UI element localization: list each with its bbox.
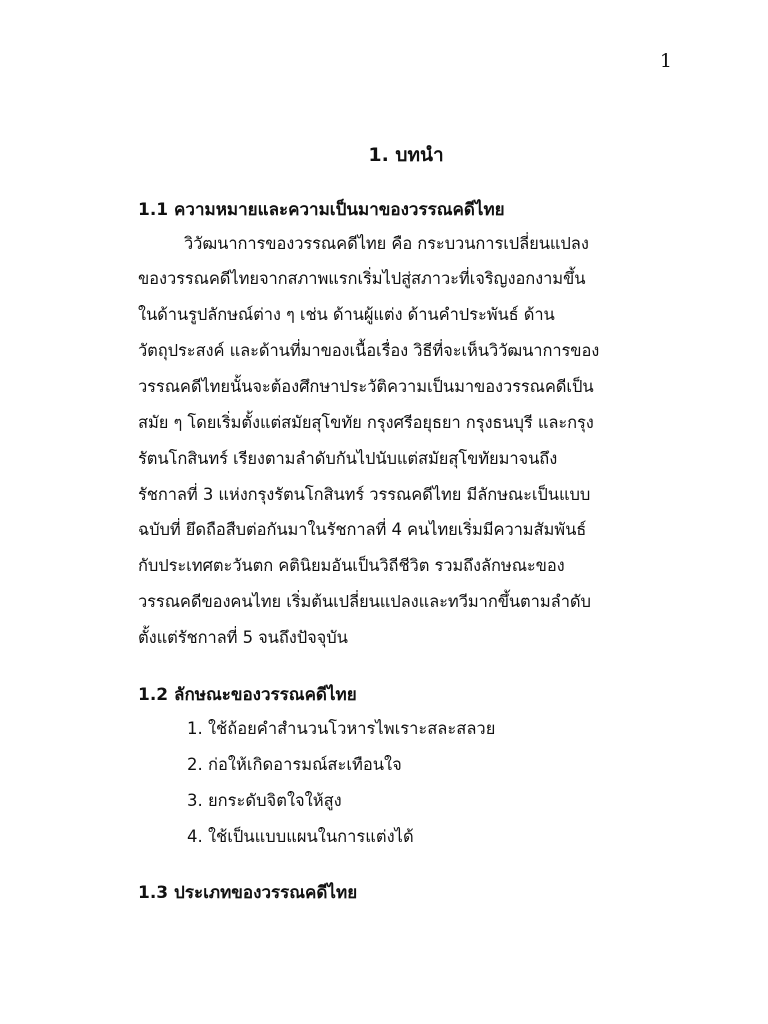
- paragraph-line: ในด้านรูปลักษณ์ต่าง ๆ เช่น ด้านผู้แต่ง ด้านคำประพันธ์ ด้าน: [138, 305, 555, 324]
- paragraph-line: กับประเทศตะวันตก คตินิยมอันเป็นวิถีชีวิต รวมถึงลักษณะของ: [138, 556, 565, 575]
- paragraph-line: ของวรรณคดีไทยจากสภาพแรกเริ่มไปสู่สภาวะที่เจริญงอกงามขึ้น: [138, 269, 586, 288]
- paragraph-line: รัชกาลที่ 3 แห่งกรุงรัตนโกสินทร์ วรรณคดีไทย มีลักษณะเป็นแบบ: [138, 485, 591, 504]
- paragraph-line: รัตนโกสินทร์ เรียงตามลำดับกันไปนับแต่สมัยสุโขทัยมาจนถึง: [138, 449, 558, 468]
- paragraph-line: ตั้งแต่รัชกาลที่ 5 จนถึงปัจจุบัน: [138, 628, 348, 647]
- list-item: 1. ใช้ถ้อยคำสำนวนโวหารไพเราะสละสลวย: [187, 719, 496, 738]
- section-heading-1-1: 1.1 ความหมายและความเป็นมาของวรรณคดีไทย: [138, 200, 505, 220]
- paragraph-line: สมัย ๆ โดยเริ่มตั้งแต่สมัยสุโขทัย กรุงศรีอยุธยา กรุงธนบุรี และกรุง: [138, 413, 594, 432]
- page-number: 1: [659, 50, 672, 72]
- section-heading-1-3: 1.3 ประเภทของวรรณคดีไทย: [138, 883, 358, 903]
- list-item: 3. ยกระดับจิตใจให้สูง: [187, 791, 342, 810]
- section-heading-1-2: 1.2 ลักษณะของวรรณคดีไทย: [138, 685, 357, 705]
- paragraph-line: วรรณคดีไทยนั้นจะต้องศึกษาประวัติความเป็นมาของวรรณคดีเป็น: [138, 377, 594, 396]
- list-item: 2. ก่อให้เกิดอารมณ์สะเทือนใจ: [187, 755, 402, 774]
- paragraph-line: วรรณคดีของคนไทย เริ่มต้นเปลี่ยนแปลงและทวีมากขึ้นตามลำดับ: [138, 592, 591, 611]
- list-item: 4. ใช้เป็นแบบแผนในการแต่งได้: [187, 827, 414, 846]
- paragraph-line: ฉบับที่ ยึดถือสืบต่อกันมาในรัชกาลที่ 4 คนไทยเริ่มมีความสัมพันธ์: [138, 520, 587, 539]
- chapter-title: 1. บทนำ: [368, 144, 444, 166]
- paragraph-line: วัตถุประสงค์ และด้านที่มาของเนื้อเรื่อง วิธีที่จะเห็นวิวัฒนาการของ: [138, 341, 600, 360]
- paragraph-line: วิวัฒนาการของวรรณคดีไทย คือ กระบวนการเปลี่ยนแปลง: [184, 234, 589, 253]
